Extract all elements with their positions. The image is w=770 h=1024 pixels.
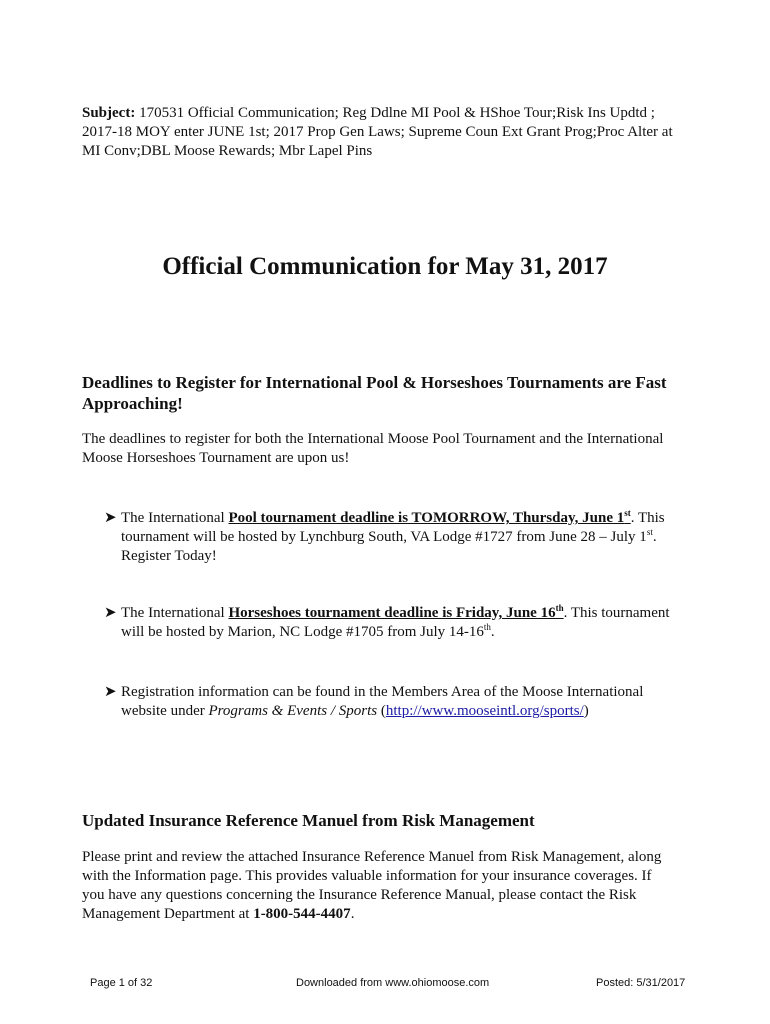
paren-close: ) — [583, 703, 589, 719]
bullet-text — [104, 509, 674, 566]
pool-deadline — [228, 510, 630, 526]
pool-deadline-sup: st — [624, 508, 631, 518]
bullet-mid-sup: th — [483, 622, 491, 632]
bullet-pre: The International — [121, 605, 229, 621]
horseshoes-deadline-text: Horseshoes tournament deadline is Friday, June 16 — [228, 605, 556, 621]
section1-heading: Deadlines to Register for International Pool & Horseshoes Tournaments are Fast Approaching! — [82, 373, 667, 413]
footer-page-number: Page 1 of 32 — [90, 977, 153, 989]
bullet-pre: Registration information can be found in the Members Area of the Moose International website under — [121, 684, 644, 719]
footer-source: Downloaded from www.ohiomoose.com — [296, 977, 490, 989]
risk-phone-number: 1-800-544-4407 — [253, 906, 351, 922]
section2-end: . — [350, 906, 355, 922]
arrowhead-bullet-icon: ➤ — [104, 510, 117, 526]
bullet-text — [104, 604, 674, 642]
horseshoes-deadline-sup: th — [555, 603, 564, 613]
bullet-post: . Register Today! — [121, 529, 657, 564]
programs-events-path: Programs & Events / Sports — [208, 703, 378, 719]
section1-intro: The deadlines to register for both the International Moose Pool Tournament and the International Moose Horseshoes Tournament are upon us! — [82, 431, 664, 466]
footer-posted-date: Posted: 5/31/2017 — [596, 977, 686, 989]
bullet-mid: . This tournament will be hosted by Marion, NC Lodge #1705 from July 14-16 — [121, 605, 670, 640]
sports-link[interactable]: http://www.mooseintl.org/sports/ — [385, 703, 584, 719]
bullet-text — [104, 683, 674, 721]
arrowhead-bullet-icon: ➤ — [104, 684, 117, 700]
bullet-mid-sup: st — [646, 527, 653, 537]
page-title: Official Communication for May 31, 2017 — [162, 253, 608, 280]
pool-deadline-text: Pool tournament deadline is TOMORROW, Thursday, June 1 — [228, 510, 625, 526]
horseshoes-deadline — [228, 605, 563, 621]
subject-label: Subject: — [82, 105, 136, 121]
section2-body — [82, 848, 676, 924]
section2-text: Please print and review the attached Insurance Reference Manuel from Risk Management, along with the Information page. This provides valuable information for your insurance coverages. If you have any questions concerning the Insurance Reference Manual, please contact the Risk Management Department at — [82, 849, 662, 922]
subject-text: 170531 Official Communication; Reg Ddlne MI Pool & HShoe Tour;Risk Ins Updtd ; 2017-18 MOY enter JUNE 1st; 2017 Prop Gen Laws; Supreme Coun Ext Grant Prog;Proc Alter at MI Conv;DBL Moose Rewards; Mbr Lapel Pins — [82, 105, 673, 159]
list-item-pool — [104, 509, 674, 566]
arrowhead-bullet-icon: ➤ — [104, 605, 117, 621]
list-item-registration — [104, 683, 674, 721]
section2-heading: Updated Insurance Reference Manuel from Risk Management — [82, 811, 535, 830]
bullet-post: . — [490, 624, 495, 640]
list-item-horseshoes — [104, 604, 674, 642]
bullet-pre: The International — [121, 510, 229, 526]
bullet-mid: . This tournament will be hosted by Lynchburg South, VA Lodge #1727 from June 28 – July 1 — [121, 510, 665, 545]
subject-line — [82, 104, 682, 161]
paren-open: ( — [377, 703, 386, 719]
